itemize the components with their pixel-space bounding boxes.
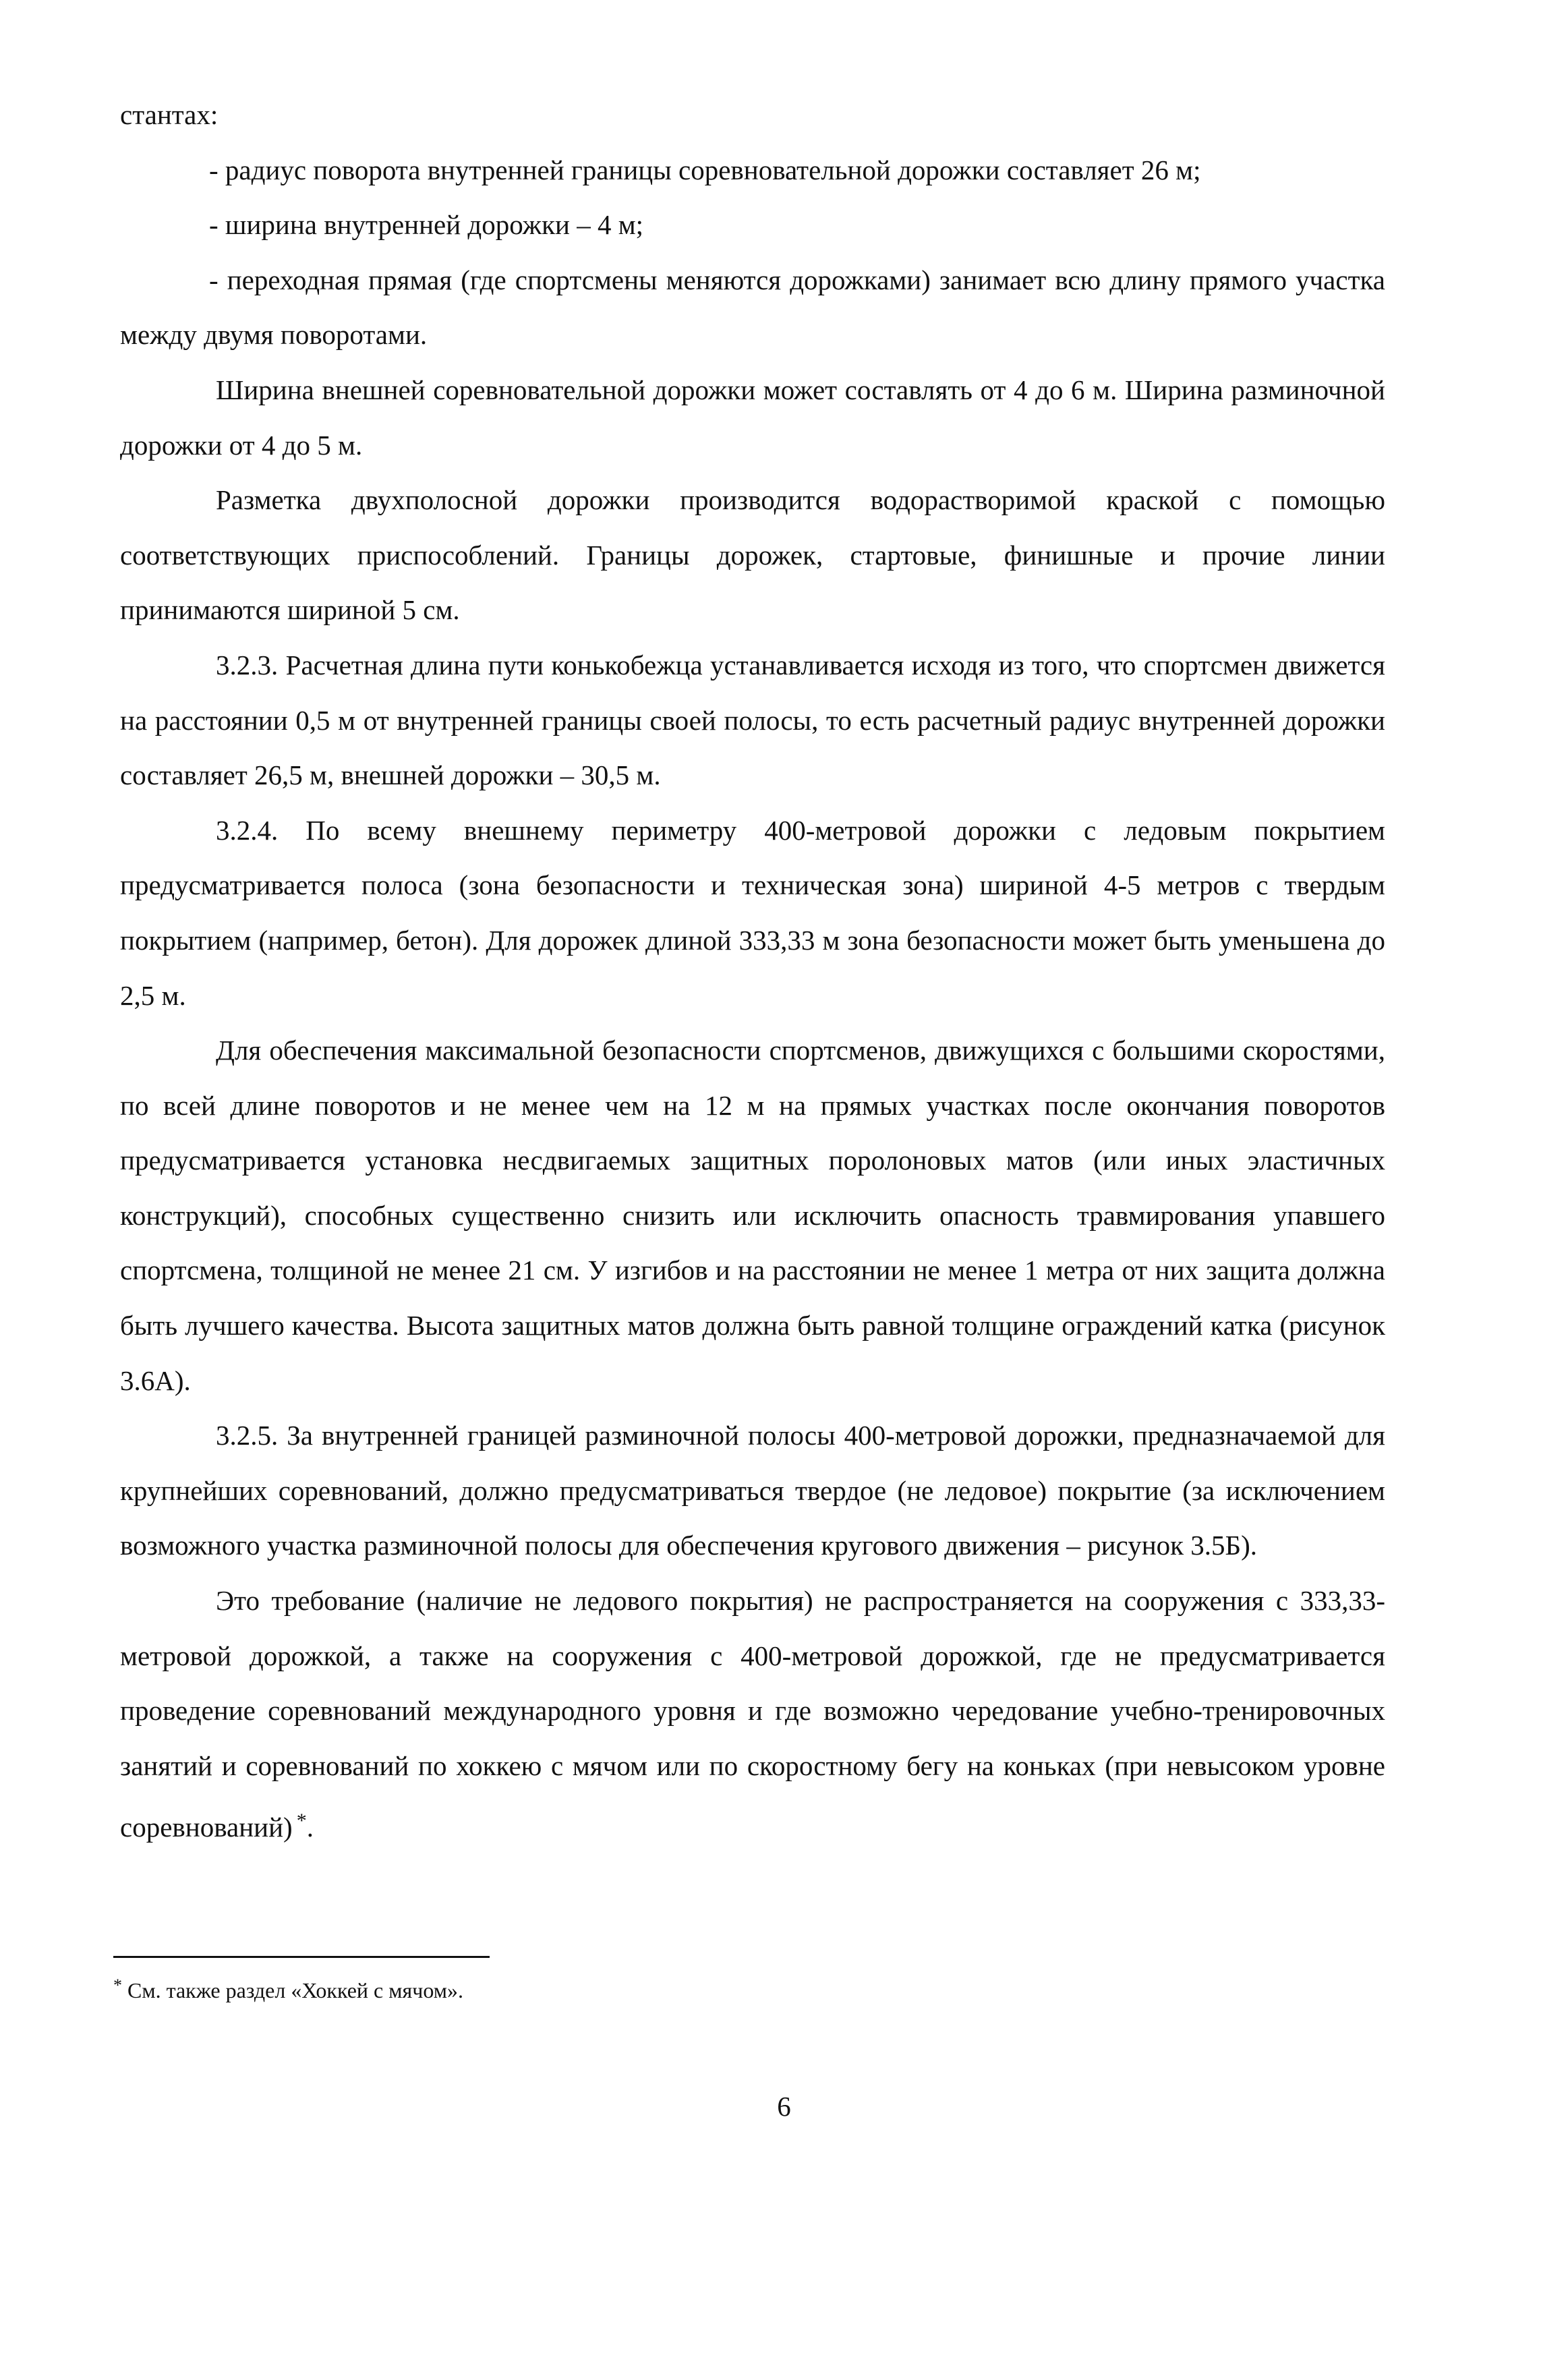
page-number: 6: [777, 2091, 791, 2122]
footnote-separator: [113, 1956, 490, 1958]
paragraph-requirement: [120, 1573, 1385, 1855]
list-item: - радиус поворота внутренней границы соревновательной дорожки составляет 26 м;: [209, 154, 1201, 185]
paragraph-marking: Разметка двухполосной дорожки производится водорастворимой краской с помощью соответствующих приспособлений. Границы дорожек, стартовые, финишные и прочие линии принимаются шириной 5 см.: [120, 484, 1385, 626]
footnote-reference[interactable]: *: [296, 1810, 307, 1832]
paragraph-safety-mats: Для обеспечения максимальной безопасности спортсменов, движущихся с большими скоростями, по всей длине поворотов и не менее чем на 12 м на прямых участках после окончания поворотов предусматривается установка несдвигаемых защитных поролоновых матов (или иных эластичных конструкций), способных существенно снизить или исключить опасность травмирования упавшего спортсмена, толщиной не менее 21 см. У изгибов и на расстоянии не менее 1 метра от них защита должна быть лучшего качества. Высота защитных матов должна быть равной толщине ограждений катка (рисунок 3.6А).: [120, 1035, 1385, 1396]
paragraph-3-2-3: 3.2.3. Расчетная длина пути конькобежца устанавливается исходя из того, что спортсмен движется на расстоянии 0,5 м от внутренней границы своей полосы, то есть расчетный радиус внутренней дорожки составляет 26,5 м, внешней дорожки – 30,5 м.: [120, 649, 1385, 791]
paragraph-requirement-text: Это требование (наличие не ледового покрытия) не распространяется на сооружения с 333,33-метровой дорожкой, а также на сооружения с 400-метровой дорожкой, где не предусматривается проведение соревнований международного уровня и где возможно чередование учебно-тренировочных занятий и соревнований по хоккею с мячом или по скоростному бегу на коньках (при невысоком уровне соревнований): [120, 1585, 1385, 1843]
document-body: [120, 88, 1385, 1855]
footnote-marker: *: [113, 1975, 122, 1995]
footnote-text: См. также раздел «Хоккей с мячом».: [127, 1978, 463, 2002]
paragraph-requirement-end: .: [306, 1812, 314, 1843]
list-item: - переходная прямая (где спортсмены меняются дорожками) занимает всю длину прямого участка между двумя поворотами.: [120, 264, 1385, 351]
footnote: [113, 1972, 463, 2004]
paragraph-3-2-5: 3.2.5. За внутренней границей разминочной полосы 400-метровой дорожки, предназначаемой для крупнейших соревнований, должно предусматриваться твердое (не ледовое) покрытие (за исключением возможного участка разминочной полосы для обеспечения кругового движения – рисунок 3.5Б).: [120, 1420, 1385, 1561]
paragraph-outer-track-width: Ширина внешней соревновательной дорожки может составлять от 4 до 6 м. Ширина разминочной дорожки от 4 до 5 м.: [120, 374, 1385, 461]
intro-line: стантах:: [120, 99, 219, 130]
list-item: - ширина внутренней дорожки – 4 м;: [209, 209, 644, 241]
paragraph-3-2-4: 3.2.4. По всему внешнему периметру 400-метровой дорожки с ледовым покрытием предусматривается полоса (зона безопасности и техническая зона) шириной 4-5 метров с твердым покрытием (например, бетон). Для дорожек длиной 333,33 м зона безопасности может быть уменьшена до 2,5 м.: [120, 814, 1385, 1011]
